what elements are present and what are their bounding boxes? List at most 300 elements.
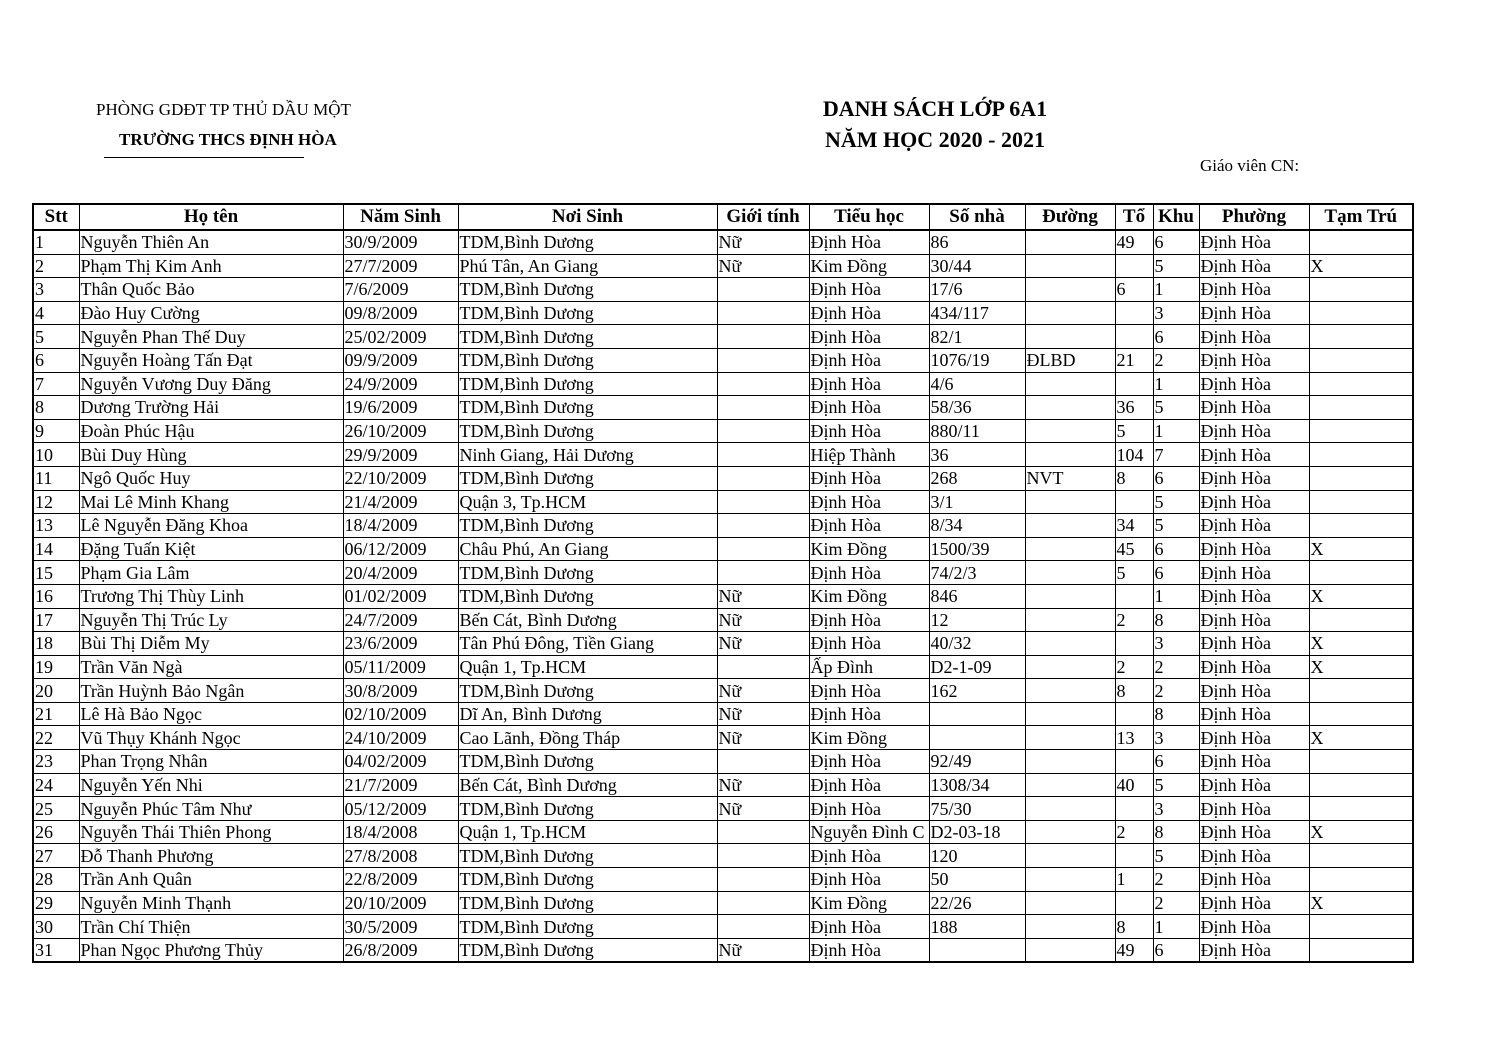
cell-street [1025, 702, 1115, 726]
col-header-house-number: Số nhà [929, 204, 1025, 230]
cell-ward: Định Hòa [1199, 750, 1309, 774]
cell-ward: Định Hòa [1199, 915, 1309, 939]
cell-birth-place: Phú Tân, An Giang [458, 254, 717, 278]
cell-temp-residence [1309, 797, 1413, 821]
cell-temp-residence: X [1309, 820, 1413, 844]
cell-birth-date: 01/02/2009 [343, 584, 458, 608]
cell-house-number: 162 [929, 679, 1025, 703]
cell-gender [717, 868, 809, 892]
cell-stt: 8 [33, 396, 79, 420]
cell-area: 6 [1153, 466, 1199, 490]
col-header-gender: Giới tính [717, 204, 809, 230]
table-row [33, 938, 1413, 962]
cell-area: 6 [1153, 230, 1199, 254]
cell-temp-residence [1309, 938, 1413, 962]
cell-stt: 29 [33, 891, 79, 915]
cell-street [1025, 537, 1115, 561]
table-row [33, 466, 1413, 490]
cell-house-number: 82/1 [929, 325, 1025, 349]
cell-ward: Định Hòa [1199, 348, 1309, 372]
cell-group: 104 [1115, 443, 1153, 467]
cell-birth-place: Quận 1, Tp.HCM [458, 820, 717, 844]
cell-gender: Nữ [717, 584, 809, 608]
cell-name: Đặng Tuấn Kiệt [79, 537, 343, 561]
cell-street [1025, 632, 1115, 656]
cell-primary-school: Định Hòa [809, 278, 929, 302]
cell-street [1025, 561, 1115, 585]
cell-area: 8 [1153, 608, 1199, 632]
cell-gender [717, 915, 809, 939]
cell-birth-date: 06/12/2009 [343, 537, 458, 561]
cell-area: 5 [1153, 490, 1199, 514]
cell-temp-residence [1309, 396, 1413, 420]
cell-stt: 17 [33, 608, 79, 632]
cell-primary-school: Kim Đồng [809, 891, 929, 915]
cell-street [1025, 726, 1115, 750]
cell-ward: Định Hòa [1199, 443, 1309, 467]
cell-primary-school: Kim Đồng [809, 254, 929, 278]
cell-stt: 10 [33, 443, 79, 467]
cell-group: 36 [1115, 396, 1153, 420]
cell-house-number: 4/6 [929, 372, 1025, 396]
cell-temp-residence [1309, 702, 1413, 726]
cell-birth-place: Cao Lãnh, Đồng Tháp [458, 726, 717, 750]
table-row [33, 679, 1413, 703]
cell-ward: Định Hòa [1199, 325, 1309, 349]
cell-gender [717, 891, 809, 915]
cell-primary-school: Định Hòa [809, 396, 929, 420]
cell-stt: 30 [33, 915, 79, 939]
cell-name: Thân Quốc Bảo [79, 278, 343, 302]
cell-house-number: 12 [929, 608, 1025, 632]
cell-street [1025, 396, 1115, 420]
table-row [33, 844, 1413, 868]
cell-area: 1 [1153, 372, 1199, 396]
cell-stt: 26 [33, 820, 79, 844]
cell-group: 5 [1115, 419, 1153, 443]
cell-name: Nguyễn Thái Thiên Phong [79, 820, 343, 844]
cell-primary-school: Định Hòa [809, 844, 929, 868]
cell-gender [717, 561, 809, 585]
cell-group [1115, 750, 1153, 774]
cell-ward: Định Hòa [1199, 561, 1309, 585]
cell-area: 5 [1153, 514, 1199, 538]
cell-gender [717, 419, 809, 443]
cell-temp-residence: X [1309, 632, 1413, 656]
cell-name: Phạm Gia Lâm [79, 561, 343, 585]
cell-ward: Định Hòa [1199, 584, 1309, 608]
cell-gender: Nữ [717, 702, 809, 726]
cell-area: 1 [1153, 278, 1199, 302]
cell-name: Nguyễn Vương Duy Đăng [79, 372, 343, 396]
cell-stt: 20 [33, 679, 79, 703]
cell-birth-date: 21/7/2009 [343, 773, 458, 797]
cell-name: Trần Anh Quân [79, 868, 343, 892]
cell-house-number: D2-1-09 [929, 655, 1025, 679]
cell-birth-place: TDM,Bình Dương [458, 325, 717, 349]
cell-ward: Định Hòa [1199, 466, 1309, 490]
cell-birth-date: 20/4/2009 [343, 561, 458, 585]
cell-gender [717, 844, 809, 868]
cell-group: 13 [1115, 726, 1153, 750]
cell-temp-residence: X [1309, 537, 1413, 561]
cell-area: 2 [1153, 655, 1199, 679]
cell-stt: 1 [33, 230, 79, 254]
cell-birth-place: TDM,Bình Dương [458, 938, 717, 962]
cell-temp-residence [1309, 915, 1413, 939]
cell-group: 6 [1115, 278, 1153, 302]
cell-gender: Nữ [717, 797, 809, 821]
cell-stt: 12 [33, 490, 79, 514]
cell-street [1025, 301, 1115, 325]
cell-birth-place: Quận 3, Tp.HCM [458, 490, 717, 514]
col-header-temp-residence: Tạm Trú [1309, 204, 1413, 230]
cell-temp-residence: X [1309, 254, 1413, 278]
cell-area: 2 [1153, 868, 1199, 892]
cell-birth-date: 26/10/2009 [343, 419, 458, 443]
cell-area: 1 [1153, 419, 1199, 443]
cell-area: 6 [1153, 561, 1199, 585]
col-header-street: Đường [1025, 204, 1115, 230]
cell-name: Phan Trọng Nhân [79, 750, 343, 774]
cell-birth-place: TDM,Bình Dương [458, 584, 717, 608]
cell-ward: Định Hòa [1199, 844, 1309, 868]
cell-ward: Định Hòa [1199, 891, 1309, 915]
cell-stt: 24 [33, 773, 79, 797]
cell-primary-school: Định Hòa [809, 868, 929, 892]
cell-birth-date: 22/10/2009 [343, 466, 458, 490]
cell-street [1025, 938, 1115, 962]
cell-ward: Định Hòa [1199, 301, 1309, 325]
cell-name: Đỗ Thanh Phương [79, 844, 343, 868]
cell-birth-place: Tân Phú Đông, Tiền Giang [458, 632, 717, 656]
table-row [33, 372, 1413, 396]
cell-temp-residence [1309, 514, 1413, 538]
department-name: PHÒNG GDĐT TP THỦ DẦU MỘT [96, 100, 351, 119]
cell-name: Bùi Duy Hùng [79, 443, 343, 467]
cell-birth-place: TDM,Bình Dương [458, 466, 717, 490]
cell-temp-residence [1309, 868, 1413, 892]
cell-primary-school: Kim Đồng [809, 584, 929, 608]
cell-house-number: 50 [929, 868, 1025, 892]
cell-temp-residence [1309, 490, 1413, 514]
cell-area: 6 [1153, 750, 1199, 774]
cell-house-number: D2-03-18 [929, 820, 1025, 844]
cell-gender [717, 537, 809, 561]
cell-group: 5 [1115, 561, 1153, 585]
cell-area: 5 [1153, 396, 1199, 420]
cell-birth-place: TDM,Bình Dương [458, 278, 717, 302]
cell-group: 8 [1115, 466, 1153, 490]
cell-street: NVT [1025, 466, 1115, 490]
table-row [33, 915, 1413, 939]
cell-birth-place: Bến Cát, Bình Dương [458, 608, 717, 632]
cell-area: 2 [1153, 348, 1199, 372]
cell-birth-place: TDM,Bình Dương [458, 301, 717, 325]
cell-name: Nguyễn Thị Trúc Ly [79, 608, 343, 632]
cell-primary-school: Định Hòa [809, 561, 929, 585]
cell-primary-school: Định Hòa [809, 325, 929, 349]
cell-temp-residence [1309, 443, 1413, 467]
cell-temp-residence [1309, 844, 1413, 868]
cell-street [1025, 419, 1115, 443]
cell-ward: Định Hòa [1199, 797, 1309, 821]
cell-stt: 27 [33, 844, 79, 868]
cell-birth-date: 27/7/2009 [343, 254, 458, 278]
cell-stt: 15 [33, 561, 79, 585]
cell-stt: 3 [33, 278, 79, 302]
cell-primary-school: Định Hòa [809, 372, 929, 396]
cell-name: Phan Ngọc Phương Thủy [79, 938, 343, 962]
cell-stt: 22 [33, 726, 79, 750]
cell-stt: 4 [33, 301, 79, 325]
table-row [33, 797, 1413, 821]
cell-primary-school: Định Hòa [809, 466, 929, 490]
cell-house-number: 1500/39 [929, 537, 1025, 561]
cell-group: 45 [1115, 537, 1153, 561]
cell-primary-school: Định Hòa [809, 773, 929, 797]
table-row [33, 750, 1413, 774]
cell-gender: Nữ [717, 679, 809, 703]
cell-ward: Định Hòa [1199, 419, 1309, 443]
cell-birth-date: 30/9/2009 [343, 230, 458, 254]
cell-primary-school: Định Hòa [809, 301, 929, 325]
cell-name: Trương Thị Thùy Linh [79, 584, 343, 608]
homeroom-teacher-label: Giáo viên CN: [1200, 156, 1300, 175]
cell-house-number: 22/26 [929, 891, 1025, 915]
cell-group: 8 [1115, 915, 1153, 939]
cell-ward: Định Hòa [1199, 372, 1309, 396]
cell-temp-residence: X [1309, 655, 1413, 679]
cell-group [1115, 325, 1153, 349]
cell-gender [717, 750, 809, 774]
cell-birth-place: TDM,Bình Dương [458, 891, 717, 915]
cell-street [1025, 254, 1115, 278]
cell-area: 8 [1153, 702, 1199, 726]
cell-house-number [929, 938, 1025, 962]
cell-name: Đào Huy Cường [79, 301, 343, 325]
cell-temp-residence [1309, 230, 1413, 254]
cell-area: 5 [1153, 844, 1199, 868]
cell-name: Bùi Thị Diễm My [79, 632, 343, 656]
cell-birth-date: 25/02/2009 [343, 325, 458, 349]
cell-primary-school: Định Hòa [809, 490, 929, 514]
col-header-group: Tổ [1115, 204, 1153, 230]
cell-temp-residence [1309, 608, 1413, 632]
cell-primary-school: Định Hòa [809, 348, 929, 372]
cell-name: Nguyễn Thiên An [79, 230, 343, 254]
cell-stt: 7 [33, 372, 79, 396]
cell-street [1025, 773, 1115, 797]
cell-area: 2 [1153, 891, 1199, 915]
cell-name: Lê Hà Bảo Ngọc [79, 702, 343, 726]
cell-temp-residence [1309, 301, 1413, 325]
cell-birth-date: 22/8/2009 [343, 868, 458, 892]
cell-group: 2 [1115, 820, 1153, 844]
table-row [33, 325, 1413, 349]
table-row [33, 490, 1413, 514]
cell-temp-residence [1309, 561, 1413, 585]
cell-gender: Nữ [717, 938, 809, 962]
cell-street [1025, 679, 1115, 703]
cell-area: 1 [1153, 584, 1199, 608]
cell-street [1025, 325, 1115, 349]
cell-gender [717, 655, 809, 679]
cell-birth-place: TDM,Bình Dương [458, 419, 717, 443]
col-header-birth-date: Năm Sinh [343, 204, 458, 230]
cell-primary-school: Định Hòa [809, 938, 929, 962]
cell-name: Nguyễn Yến Nhi [79, 773, 343, 797]
cell-stt: 31 [33, 938, 79, 962]
cell-area: 2 [1153, 679, 1199, 703]
cell-birth-date: 18/4/2008 [343, 820, 458, 844]
cell-name: Trần Huỳnh Bảo Ngân [79, 679, 343, 703]
cell-house-number: 92/49 [929, 750, 1025, 774]
cell-gender: Nữ [717, 773, 809, 797]
cell-birth-date: 29/9/2009 [343, 443, 458, 467]
cell-birth-place: Bến Cát, Bình Dương [458, 773, 717, 797]
table-row [33, 230, 1413, 254]
cell-primary-school: Định Hòa [809, 797, 929, 821]
cell-birth-date: 24/10/2009 [343, 726, 458, 750]
cell-stt: 25 [33, 797, 79, 821]
cell-primary-school: Định Hòa [809, 702, 929, 726]
cell-house-number: 1308/34 [929, 773, 1025, 797]
cell-stt: 14 [33, 537, 79, 561]
col-header-ward: Phường [1199, 204, 1309, 230]
cell-house-number: 434/117 [929, 301, 1025, 325]
cell-house-number: 3/1 [929, 490, 1025, 514]
cell-house-number: 40/32 [929, 632, 1025, 656]
cell-house-number: 36 [929, 443, 1025, 467]
cell-house-number: 880/11 [929, 419, 1025, 443]
cell-stt: 2 [33, 254, 79, 278]
cell-group: 49 [1115, 230, 1153, 254]
cell-ward: Định Hòa [1199, 655, 1309, 679]
cell-primary-school: Nguyễn Đình C [809, 820, 929, 844]
cell-name: Vũ Thụy Khánh Ngọc [79, 726, 343, 750]
cell-stt: 18 [33, 632, 79, 656]
cell-area: 8 [1153, 820, 1199, 844]
cell-gender [717, 490, 809, 514]
cell-birth-place: TDM,Bình Dương [458, 561, 717, 585]
cell-birth-date: 02/10/2009 [343, 702, 458, 726]
cell-name: Nguyễn Minh Thạnh [79, 891, 343, 915]
cell-street [1025, 750, 1115, 774]
cell-street [1025, 372, 1115, 396]
cell-area: 5 [1153, 254, 1199, 278]
cell-gender: Nữ [717, 608, 809, 632]
cell-house-number: 120 [929, 844, 1025, 868]
cell-gender [717, 372, 809, 396]
cell-area: 6 [1153, 325, 1199, 349]
cell-group: 2 [1115, 608, 1153, 632]
cell-street [1025, 655, 1115, 679]
cell-birth-place: Quận 1, Tp.HCM [458, 655, 717, 679]
cell-gender [717, 396, 809, 420]
col-header-name: Họ tên [79, 204, 343, 230]
cell-birth-place: TDM,Bình Dương [458, 844, 717, 868]
table-row [33, 537, 1413, 561]
cell-group [1115, 632, 1153, 656]
cell-ward: Định Hòa [1199, 514, 1309, 538]
cell-gender [717, 443, 809, 467]
cell-ward: Định Hòa [1199, 278, 1309, 302]
col-header-birth-place: Nơi Sinh [458, 204, 717, 230]
cell-group [1115, 372, 1153, 396]
cell-temp-residence: X [1309, 584, 1413, 608]
cell-birth-date: 05/12/2009 [343, 797, 458, 821]
table-row [33, 632, 1413, 656]
cell-birth-date: 18/4/2009 [343, 514, 458, 538]
cell-stt: 28 [33, 868, 79, 892]
cell-house-number: 58/36 [929, 396, 1025, 420]
cell-birth-place: TDM,Bình Dương [458, 396, 717, 420]
cell-group [1115, 490, 1153, 514]
cell-temp-residence [1309, 679, 1413, 703]
table-row [33, 301, 1413, 325]
cell-temp-residence [1309, 348, 1413, 372]
cell-name: Mai Lê Minh Khang [79, 490, 343, 514]
cell-ward: Định Hòa [1199, 632, 1309, 656]
cell-primary-school: Định Hòa [809, 915, 929, 939]
table-row [33, 254, 1413, 278]
cell-street [1025, 868, 1115, 892]
cell-stt: 19 [33, 655, 79, 679]
table-row [33, 868, 1413, 892]
cell-gender: Nữ [717, 632, 809, 656]
cell-ward: Định Hòa [1199, 608, 1309, 632]
school-underline [104, 157, 304, 158]
cell-stt: 23 [33, 750, 79, 774]
cell-primary-school: Định Hòa [809, 419, 929, 443]
cell-primary-school: Định Hòa [809, 608, 929, 632]
cell-area: 7 [1153, 443, 1199, 467]
cell-ward: Định Hòa [1199, 537, 1309, 561]
cell-street [1025, 584, 1115, 608]
cell-birth-date: 09/9/2009 [343, 348, 458, 372]
cell-group [1115, 702, 1153, 726]
cell-group [1115, 301, 1153, 325]
cell-temp-residence [1309, 278, 1413, 302]
cell-group: 8 [1115, 679, 1153, 703]
cell-birth-place: Ninh Giang, Hải Dương [458, 443, 717, 467]
cell-ward: Định Hòa [1199, 702, 1309, 726]
cell-ward: Định Hòa [1199, 820, 1309, 844]
cell-group: 1 [1115, 868, 1153, 892]
cell-birth-date: 21/4/2009 [343, 490, 458, 514]
cell-birth-date: 24/9/2009 [343, 372, 458, 396]
cell-street [1025, 891, 1115, 915]
cell-birth-date: 23/6/2009 [343, 632, 458, 656]
table-row [33, 891, 1413, 915]
table-row [33, 820, 1413, 844]
table-row [33, 396, 1413, 420]
cell-birth-date: 09/8/2009 [343, 301, 458, 325]
cell-birth-date: 24/7/2009 [343, 608, 458, 632]
table-row [33, 419, 1413, 443]
cell-gender [717, 301, 809, 325]
col-header-stt: Stt [33, 204, 79, 230]
cell-birth-place: Dĩ An, Bình Dương [458, 702, 717, 726]
cell-group: 49 [1115, 938, 1153, 962]
cell-street [1025, 915, 1115, 939]
cell-name: Phạm Thị Kim Anh [79, 254, 343, 278]
cell-street [1025, 608, 1115, 632]
cell-birth-place: TDM,Bình Dương [458, 915, 717, 939]
cell-stt: 6 [33, 348, 79, 372]
cell-stt: 11 [33, 466, 79, 490]
